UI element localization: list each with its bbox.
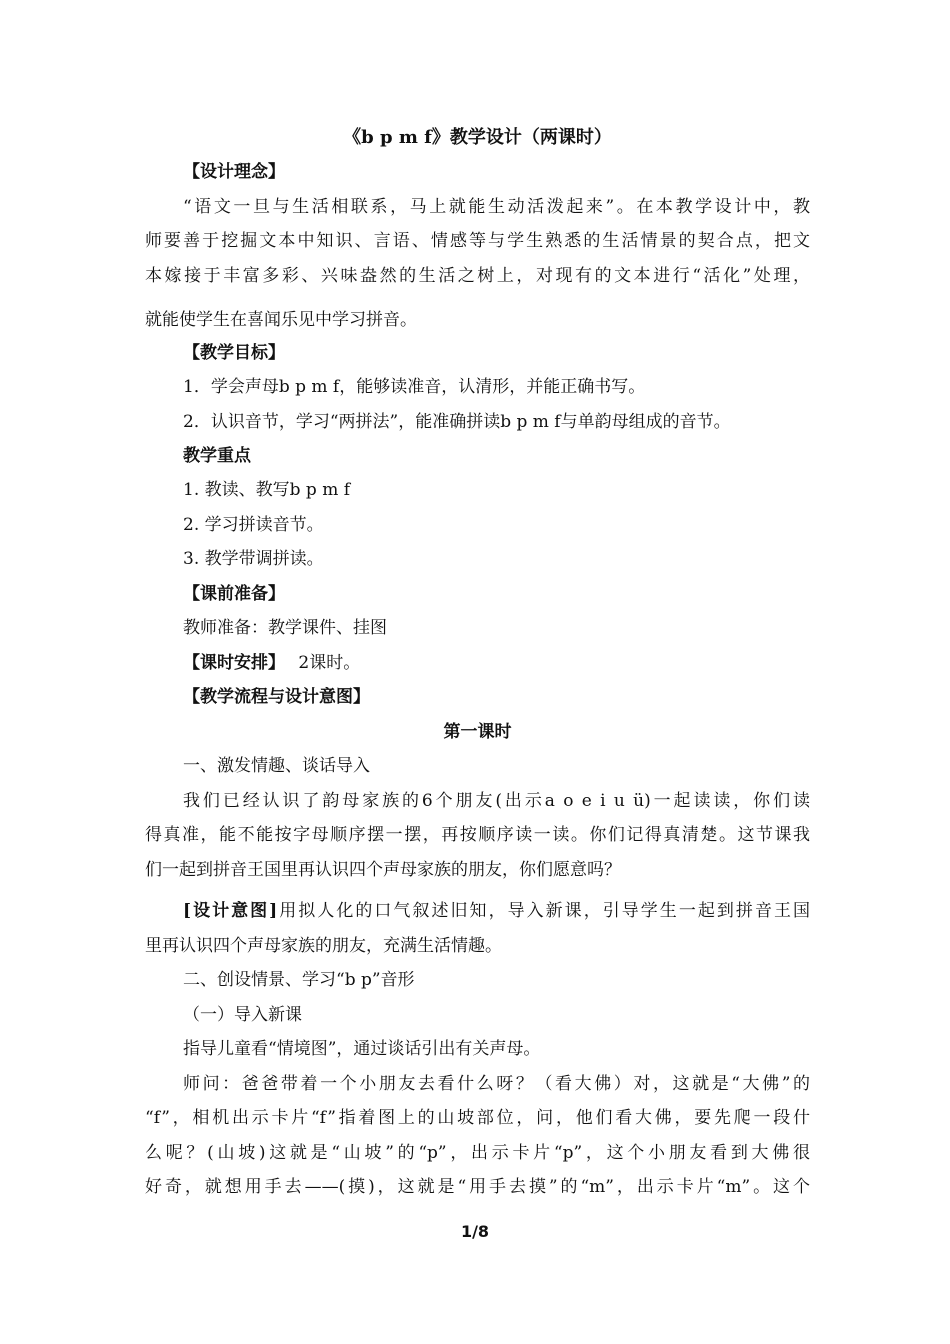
schedule-row bbox=[183, 646, 810, 680]
flow-heading: 【教学流程与设计意图】 bbox=[183, 687, 370, 707]
part1-line: 我们已经认识了韵母家族的6个朋友(出示a o e i u ü)一起读读，你们读 bbox=[183, 791, 810, 811]
part1-line: 得真准，能不能按字母顺序摆一摆，再按顺序读一读。你们记得真清楚。这节课我 bbox=[145, 825, 810, 845]
intent-line bbox=[183, 894, 810, 928]
intent-line: 里再认识四个声母家族的朋友，充满生活情趣。 bbox=[145, 936, 502, 956]
keypoint-item: 3. 教学带调拼读。 bbox=[183, 549, 324, 569]
goals-heading: 【教学目标】 bbox=[183, 343, 285, 363]
document-title: 《b p m f》教学设计（两课时） bbox=[343, 127, 612, 148]
prep-heading: 【课前准备】 bbox=[183, 584, 285, 604]
part1-line: 们一起到拼音王国里再认识四个声母家族的朋友，你们愿意吗？ bbox=[145, 860, 621, 880]
keypoints-heading: 教学重点 bbox=[183, 446, 251, 466]
keypoint-item: 1. 教读、教写b p m f bbox=[183, 480, 351, 500]
qa-line: “f”，相机出示卡片“f”指着图上的山坡部位，问，他们看大佛，要先爬一段什 bbox=[145, 1108, 810, 1128]
qa-line: 师问：爸爸带着一个小朋友去看什么呀？（看大佛）对，这就是“大佛”的 bbox=[183, 1074, 810, 1094]
intent-text: 用拟人化的口气叙述旧知，导入新课，引导学生一起到拼音王国 bbox=[277, 901, 810, 921]
sub1-text: 指导儿童看“情境图”，通过谈话引出有关声母。 bbox=[183, 1039, 541, 1059]
goal-item: 1．学会声母b p m f，能够读准音，认清形，并能正确书写。 bbox=[183, 377, 646, 397]
concept-heading: 【设计理念】 bbox=[183, 162, 285, 182]
sub1-heading: （一）导入新课 bbox=[183, 1005, 302, 1025]
goal-item: 2．认识音节，学习“两拼法”，能准确拼读b p m f与单韵母组成的音节。 bbox=[183, 412, 731, 432]
part2-heading: 二、创设情景、学习“b p”音形 bbox=[183, 970, 415, 990]
qa-line: 么呢？(山坡)这就是“山坡”的“p”，出示卡片“p”，这个小朋友看到大佛很 bbox=[145, 1143, 810, 1163]
schedule-heading: 【课时安排】 bbox=[183, 653, 285, 673]
intent-label: [设计意图] bbox=[183, 901, 278, 921]
page-number: 1 bbox=[460, 1222, 473, 1241]
concept-line: 师要善于挖掘文本中知识、言语、情感等与学生熟悉的生活情景的契合点，把文 bbox=[145, 231, 810, 251]
page-number-footer bbox=[0, 1222, 950, 1241]
schedule-text: 2课时。 bbox=[298, 653, 361, 673]
page-total: 8 bbox=[477, 1222, 490, 1241]
page-separator: / bbox=[472, 1222, 478, 1241]
concept-line: “语文一旦与生活相联系，马上就能生动活泼起来”。在本教学设计中，教 bbox=[183, 197, 810, 217]
prep-text: 教师准备：教学课件、挂图 bbox=[183, 618, 387, 638]
lesson1-heading: 第一课时 bbox=[443, 722, 512, 742]
concept-line: 本嫁接于丰富多彩、兴味盎然的生活之树上，对现有的文本进行“活化”处理， bbox=[145, 266, 810, 286]
keypoint-item: 2. 学习拼读音节。 bbox=[183, 515, 324, 535]
qa-line: 好奇，就想用手去——(摸)，这就是“用手去摸”的“m”，出示卡片“m”。这个 bbox=[145, 1177, 810, 1197]
part1-heading: 一、激发情趣、谈话导入 bbox=[183, 756, 370, 776]
concept-line: 就能使学生在喜闻乐见中学习拼音。 bbox=[145, 310, 417, 330]
